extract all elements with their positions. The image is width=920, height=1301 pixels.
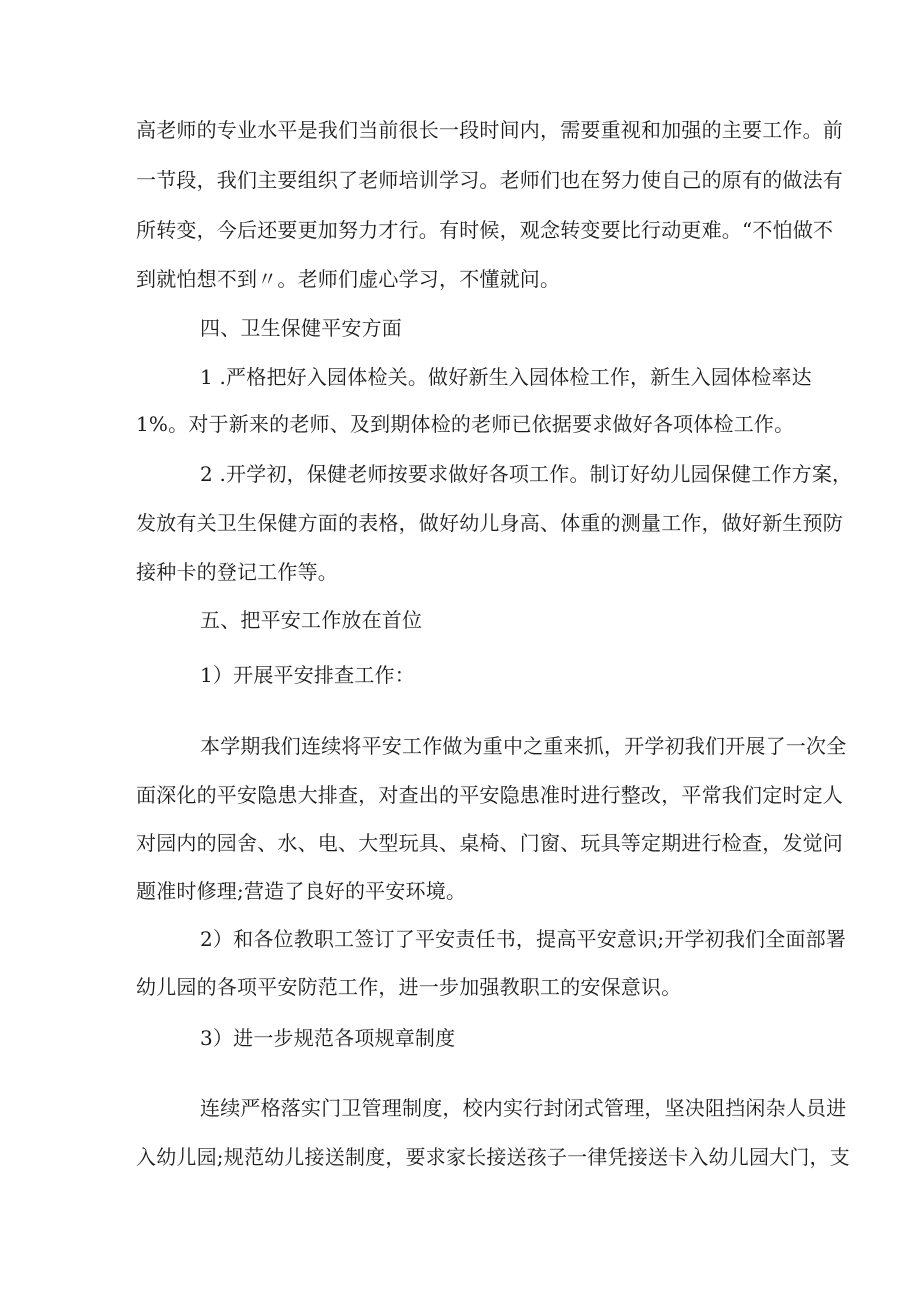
text-line: 面深化的平安隐患大排查，对查出的平安隐患准时进行整改，平常我们定时定人 <box>136 783 843 807</box>
list-item: 2）和各位教职工签订了平安责任书，提高平安意识;开学初我们全面部署 <box>200 927 847 951</box>
text-line: 幼儿园的各项平安防范工作，进一步加强教职工的安保意识。 <box>136 975 682 999</box>
list-item: 1 .严格把好入园体检关。做好新生入园体检工作，新生入园体检率达 <box>200 365 812 389</box>
section-heading: 五、把平安工作放在首位 <box>200 608 423 632</box>
text-line: 对园内的园舍、水、电、大型玩具、桌椅、门窗、玩具等定期进行检查，发觉问 <box>136 831 843 855</box>
text-line: 连续严格落实门卫管理制度，校内实行封闭式管理，坚决阻挡闲杂人员进 <box>200 1096 847 1120</box>
text-line: 题准时修理;营造了良好的平安环境。 <box>136 879 467 903</box>
text-line: 入幼儿园;规范幼儿接送制度，要求家长接送孩子一律凭接送卡入幼儿园大门，支 <box>136 1145 850 1169</box>
text-line: 发放有关卫生保健方面的表格，做好幼儿身高、体重的测量工作，做好新生预防 <box>136 511 843 535</box>
text-line: 1%。对于新来的老师、及到期体检的老师已依据要求做好各项体检工作。 <box>136 412 795 436</box>
list-item: 2 .开学初，保健老师按要求做好各项工作。制订好幼儿园保健工作方案， <box>200 462 853 486</box>
text-line: 一节段，我们主要组织了老师培训学习。老师们也在努力使自己的原有的做法有 <box>136 168 843 192</box>
text-line: 接种卡的登记工作等。 <box>136 560 338 584</box>
text-line: 到就怕想不到〃。老师们虚心学习，不懂就问。 <box>136 267 561 291</box>
text-line: 高老师的专业水平是我们当前很长一段时间内，需要重视和加强的主要工作。前 <box>136 118 843 142</box>
list-item: 3）进一步规范各项规章制度 <box>200 1026 456 1050</box>
list-item: 1）开展平安排查工作： <box>200 663 415 687</box>
section-heading: 四、卫生保健平安方面 <box>200 316 402 340</box>
text-line: 本学期我们连续将平安工作做为重中之重来抓，开学初我们开展了一次全 <box>200 734 847 758</box>
text-line: 所转变，今后还要更加努力才行。有时候，观念转变要比行动更难。“不怕做不 <box>136 218 834 242</box>
